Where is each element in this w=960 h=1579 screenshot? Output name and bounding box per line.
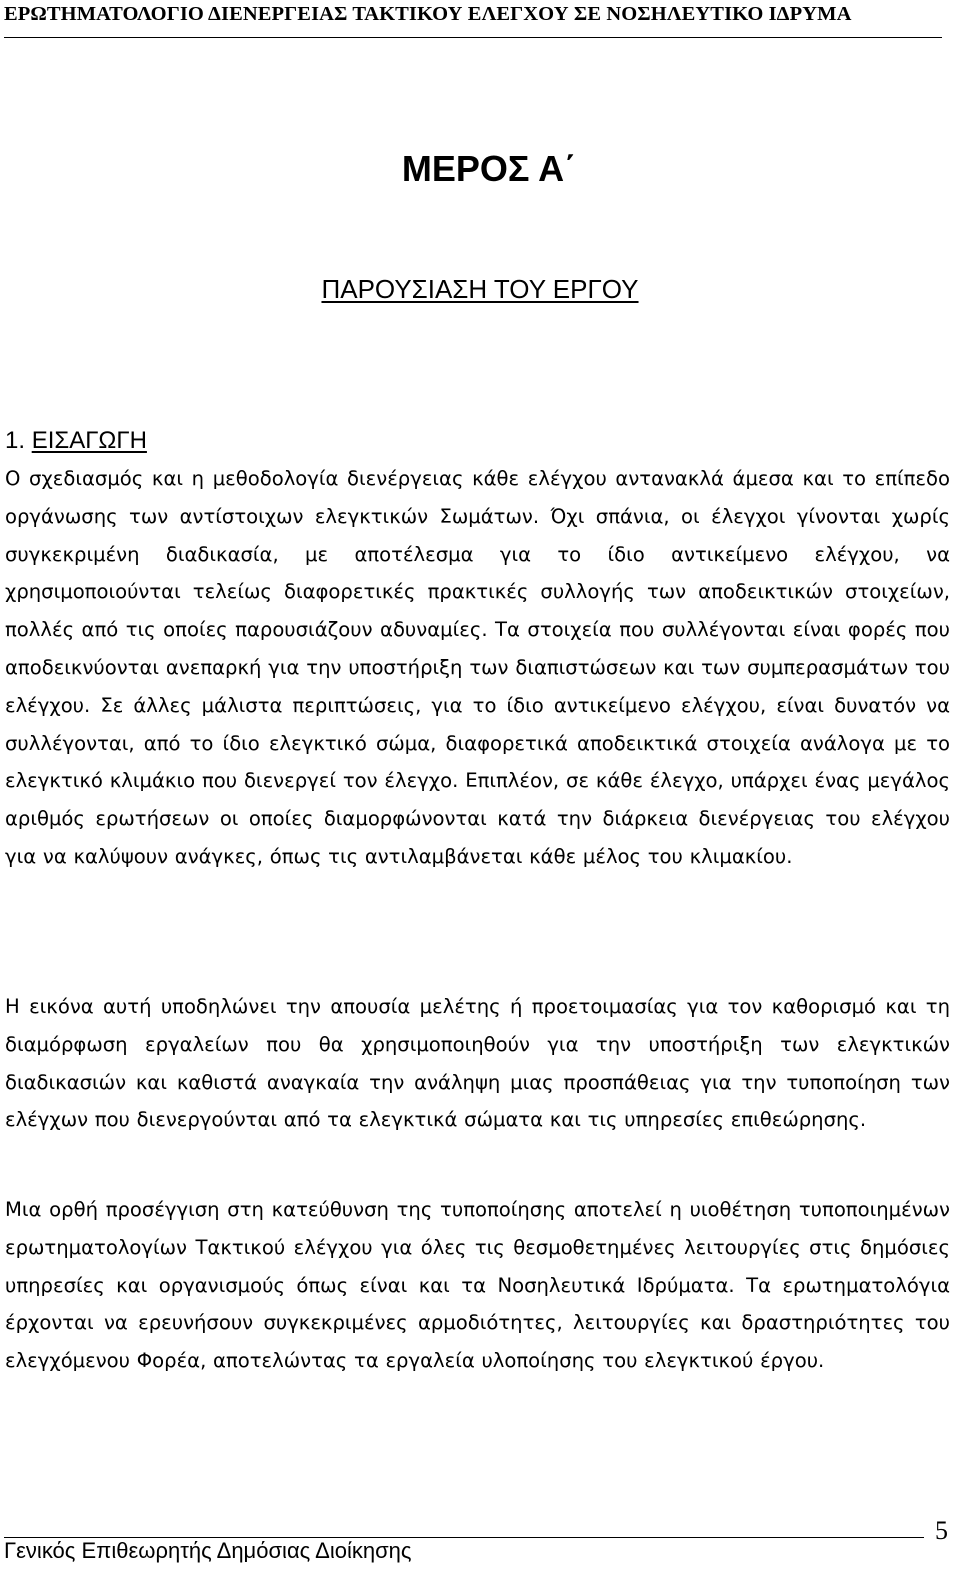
running-header: ΕΡΩΤΗΜΑΤΟΛΟΓΙΟ ΔΙΕΝΕΡΓΕΙΑΣ ΤΑΚΤΙΚΟΥ ΕΛΕΓΧΟΥ ΣΕ ΝΟΣΗΛΕΥΤΙΚΟ ΙΔΡΥΜΑ (4, 3, 852, 25)
page-number: 5 (935, 1516, 948, 1545)
paragraph-2: Η εικόνα αυτή υποδηλώνει την απουσία μελέτης ή προετοιμασίας για τον καθορισμό και τη διαμόρφωση εργαλείων που θα χρησιμοποιηθούν για την υποστήριξη των ελεγκτικών διαδικασιών και καθιστά αναγκαία την ανάληψη μιας προσπάθειας για την τυποποίηση των ελέγχων που διενεργούνται από τα ελεγκτικά σώματα και τις υπηρεσίες επιθεώρησης. (5, 995, 950, 1132)
section-number: 1. (5, 427, 26, 454)
paragraph-3: Μια ορθή προσέγγιση στη κατεύθυνση της τυποποίησης αποτελεί η υιοθέτηση τυποποιημένων ερωτηματολογίων Τακτικού ελέγχου για όλες τις θεσμοθετημένες λειτουργίες στις δημόσιες υπηρεσίες και οργανισμούς όπως είναι και τα Νοσηλευτικά Ιδρύματα. Τα ερωτηματολόγια έρχονται να ερευνήσουν συγκεκριμένες αρμοδιότητες, λειτουργίες και δραστηριότητες του ελεγχόμενου Φορέα, αποτελώντας τα εργαλεία υλοποίησης του ελεγκτικού έργου. (5, 1198, 950, 1373)
footer-organization: Γενικός Επιθεωρητής Δημόσιας Διοίκησης (4, 1538, 412, 1563)
project-title: ΠΑΡΟΥΣΙΑΣΗ ΤΟΥ ΕΡΓΟΥ (321, 274, 639, 304)
paragraph-1: Ο σχεδιασμός και η μεθοδολογία διενέργειας κάθε ελέγχου αντανακλά άμεσα και το επίπεδο οργάνωσης των αντίστοιχων ελεγκτικών Σωμάτων. Όχι σπάνια, οι έλεγχοι γίνονται χωρίς συγκεκριμένη διαδικασία, με αποτέλεσμα για το ίδιο αντικείμενο ελέγχου, να χρησιμοποιούνται τελείως διαφορετικές πρακτικές συλλογής των αποδεικτικών στοιχείων, πολλές από τις οποίες παρουσιάζουν αδυναμίες. Τα στοιχεία που συλλέγονται είναι φορές που αποδεικνύονται ανεπαρκή για την υποστήριξη των διαπιστώσεων και των συμπερασμάτων του ελέγχου. Σε άλλες μάλιστα περιπτώσεις, για το ίδιο αντικείμενο ελέγχου, είναι δυνατόν να συλλέγονται, από το ίδιο ελεγκτικό σώμα, διαφορετικά αποδεικτικά στοιχεία ανάλογα με το ελεγκτικό κλιμάκιο που διενεργεί τον έλεγχο. Επιπλέον, σε κάθε έλεγχο, υπάρχει ένας μεγάλος αριθμός ερωτήσεων οι οποίες διαμορφώνονται κατά την διάρκεια διενέργειας του ελέγχου για να καλύψουν ανάγκες, όπως τις αντιλαμβάνεται κάθε μέλος του κλιμακίου. (5, 467, 950, 868)
section-heading (5, 424, 147, 458)
part-title: ΜΕΡΟΣ Α΄ (401, 148, 577, 189)
section-title: ΕΙΣΑΓΩΓΗ (31, 427, 147, 454)
header-rule (4, 37, 942, 38)
